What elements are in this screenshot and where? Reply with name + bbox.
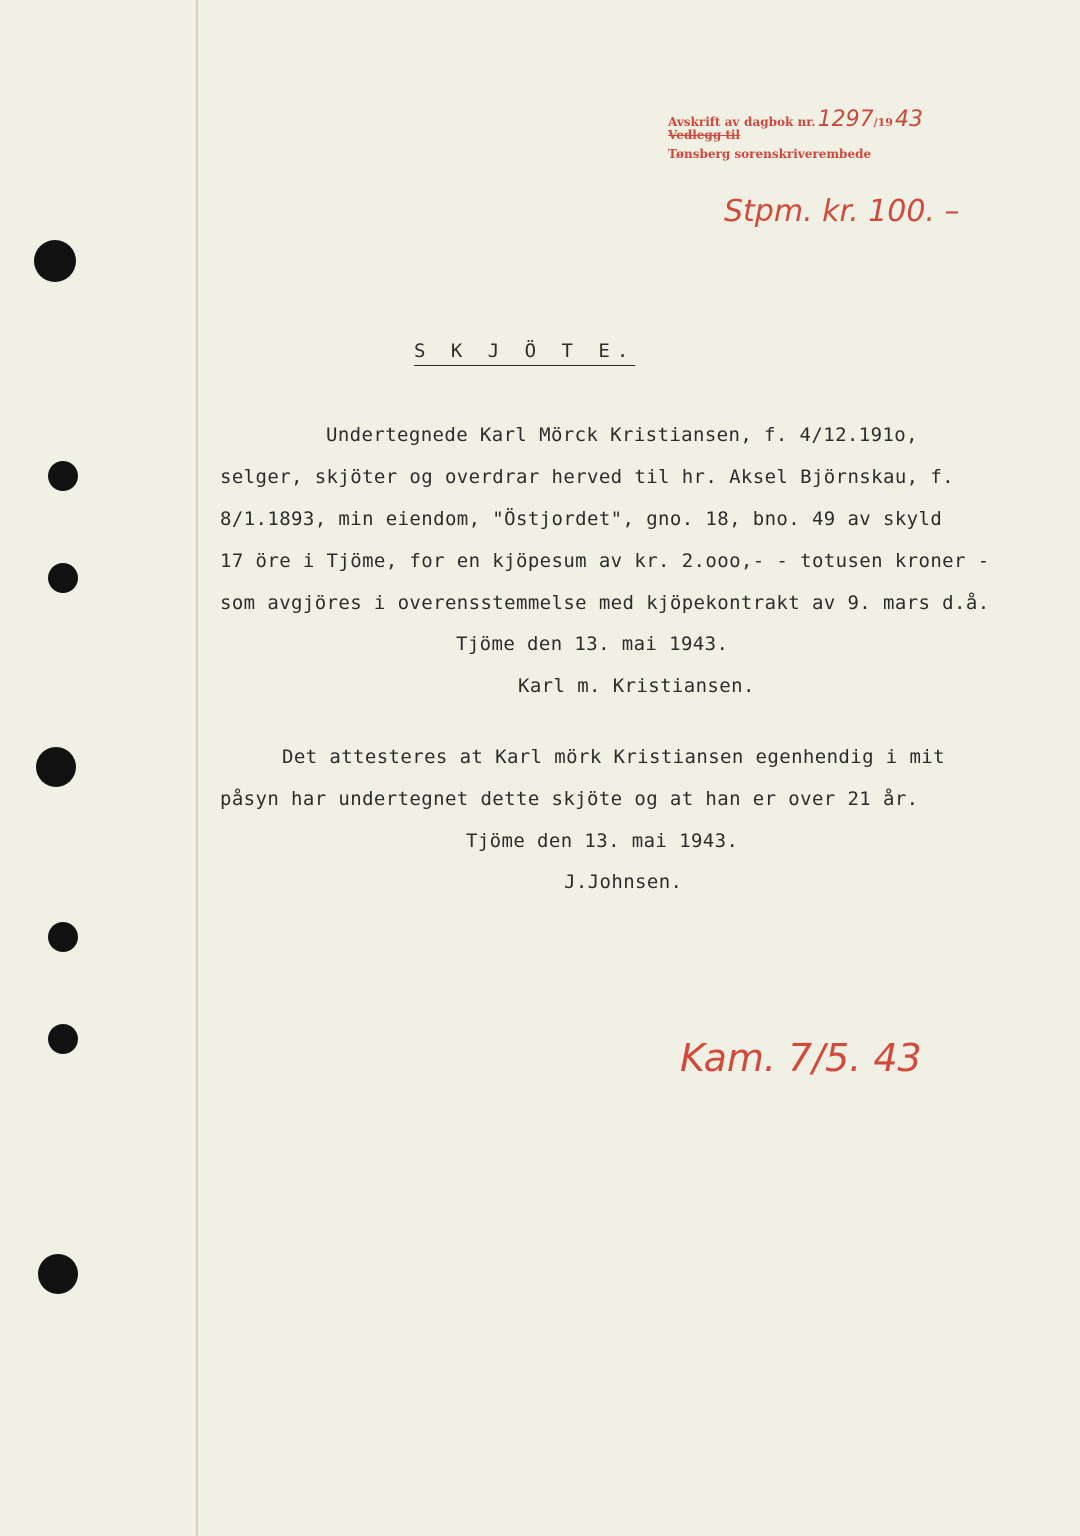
binder-hole bbox=[38, 1254, 78, 1294]
stamp-label-attachment: Vedlegg til bbox=[668, 128, 741, 142]
attestation-line: Tjöme den 13. mai 1943. bbox=[466, 830, 739, 852]
stamp-label-journal: dagbok nr. bbox=[744, 115, 816, 129]
body-line: selger, skjöter og overdrar herved til hr. Aksel Björnskau, f. bbox=[220, 466, 955, 488]
binder-hole bbox=[34, 240, 76, 282]
body-line: som avgjöres i overensstemmelse med kjöpekontrakt av 9. mars d.å. bbox=[220, 592, 990, 614]
body-line: 17 öre i Tjöme, for en kjöpesum av kr. 2.ooo,- - totusen kroner - bbox=[220, 550, 990, 572]
body-line: Undertegnede Karl Mörck Kristiansen, f. 4/12.191o, bbox=[326, 424, 918, 446]
binder-hole bbox=[48, 563, 78, 593]
fee-note: Stpm. kr. 100. – bbox=[724, 194, 960, 229]
stamp-label-copy: Avskrift av bbox=[668, 115, 740, 129]
binder-hole bbox=[48, 1024, 78, 1054]
stamp-journal-number: 1297 bbox=[817, 107, 874, 132]
binder-hole bbox=[36, 747, 76, 787]
body-line: 8/1.1893, min eiendom, "Östjordet", gno. 18, bno. 49 av skyld bbox=[220, 508, 943, 530]
body-line: Tjöme den 13. mai 1943. bbox=[456, 633, 729, 655]
attestation-line: påsyn har undertegnet dette skjöte og at han er over 21 år. bbox=[220, 788, 919, 810]
document-title: S K J Ö T E. bbox=[414, 340, 636, 362]
office-stamp bbox=[668, 107, 923, 162]
attestation-signature: J.Johnsen. bbox=[564, 871, 683, 893]
binder-hole bbox=[48, 461, 78, 491]
margin-rule bbox=[196, 0, 198, 1536]
attestation-line: Det attesteres at Karl mörk Kristiansen egenhendig i mit bbox=[282, 746, 945, 768]
stamp-year-prefix: /19 bbox=[873, 116, 893, 129]
stamp-year: 43 bbox=[894, 107, 923, 132]
binder-hole bbox=[48, 922, 78, 952]
stamp-office: Tønsberg sorenskriverembede bbox=[668, 147, 872, 161]
body-signature: Karl m. Kristiansen. bbox=[518, 675, 755, 697]
bottom-handwritten-note: Kam. 7/5. 43 bbox=[680, 1036, 922, 1080]
